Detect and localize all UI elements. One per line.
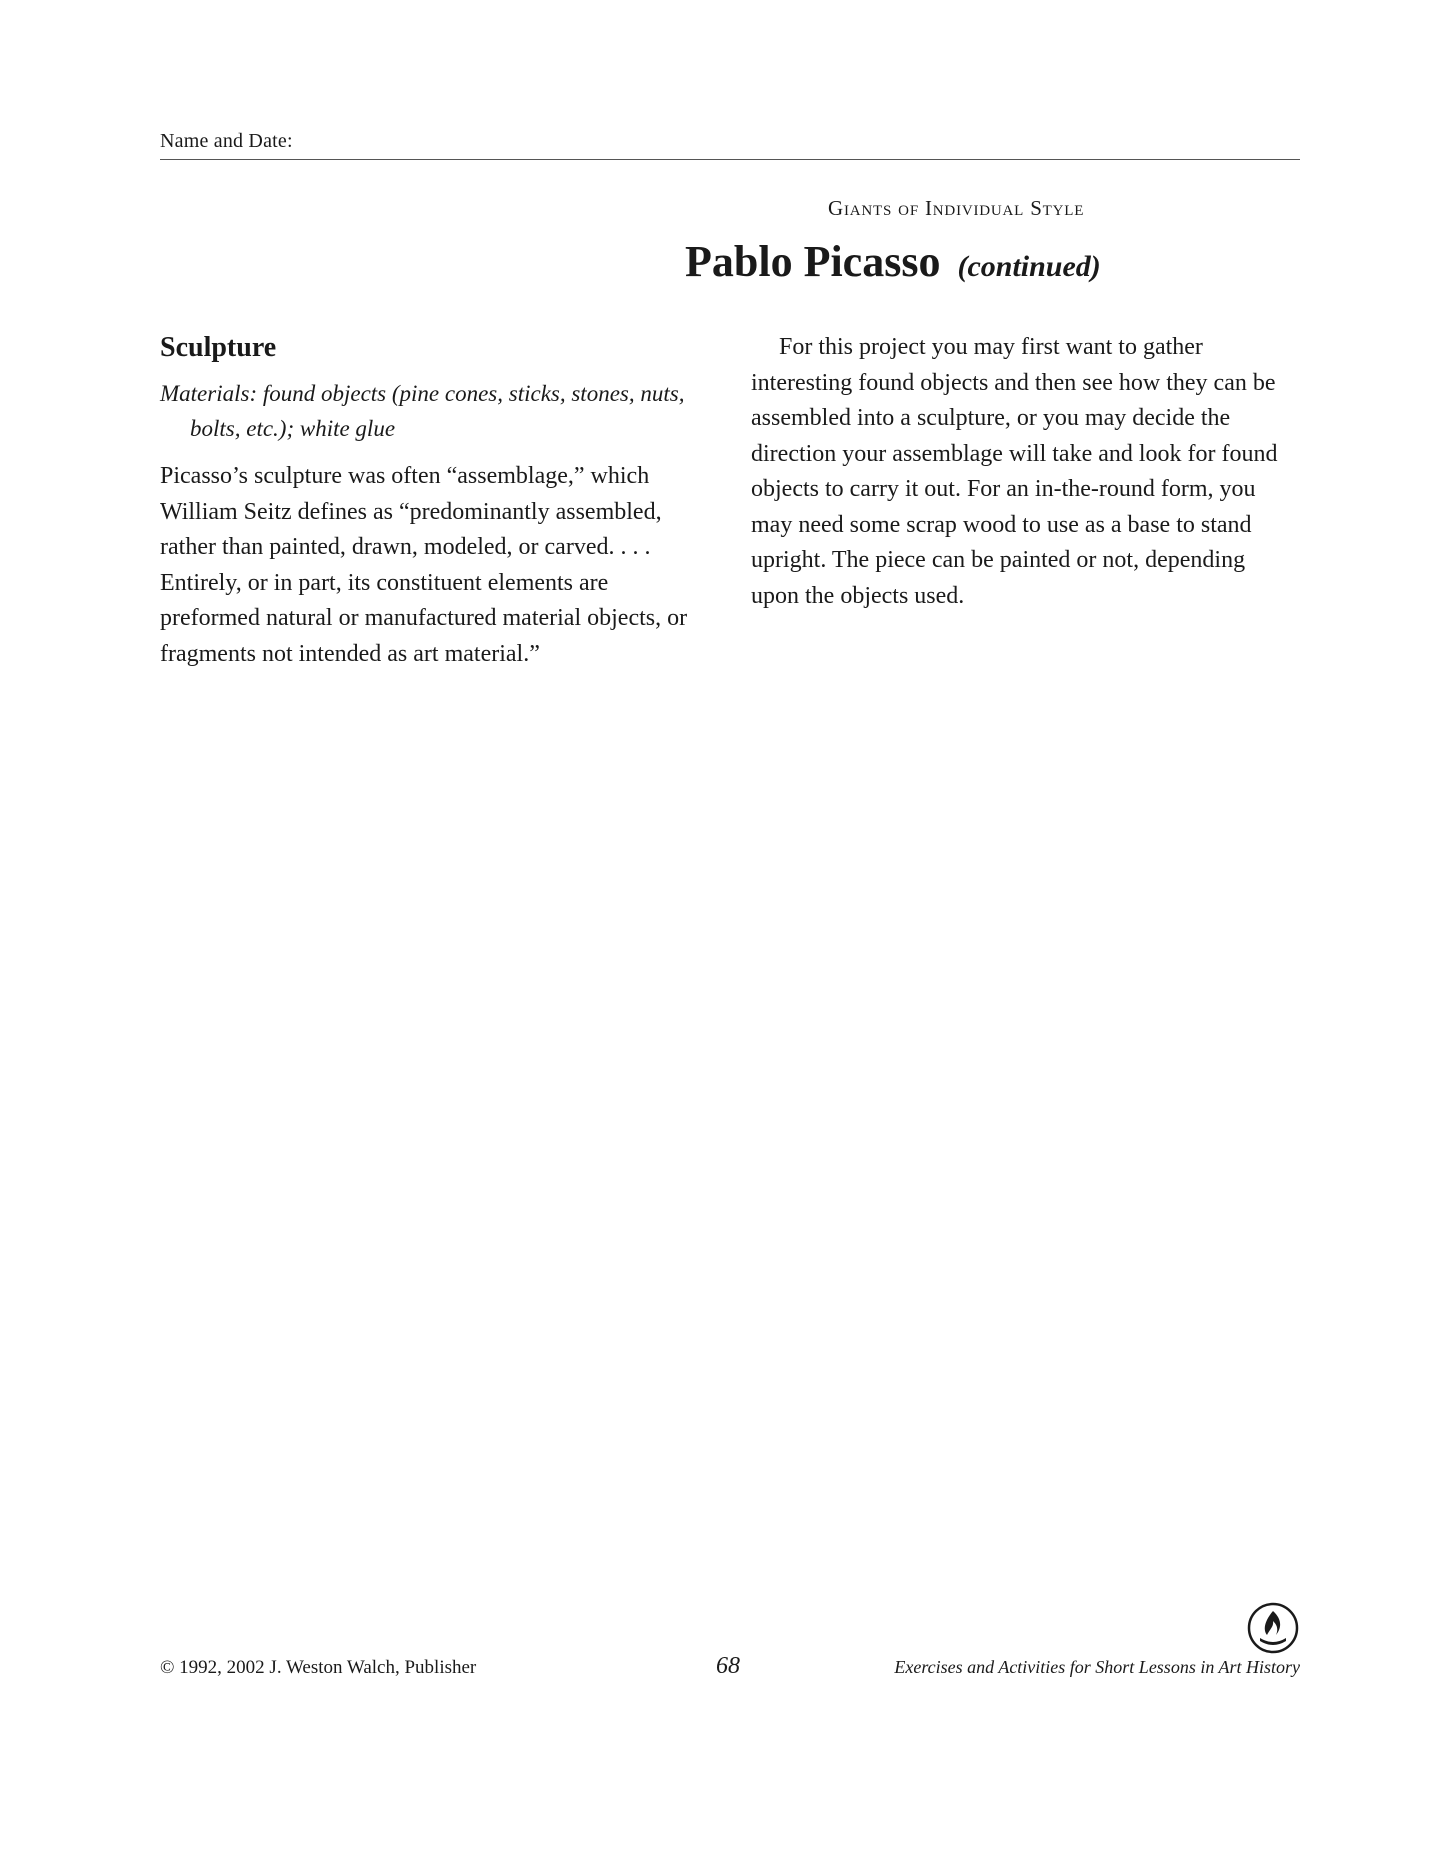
left-column: [160, 330, 710, 672]
page-number: 68: [716, 1653, 740, 1679]
flame-logo-icon: [1247, 1602, 1299, 1654]
assemblage-definition-paragraph: Picasso’s sculpture was often “assemblage,” which William Seitz defines as “predominantly assembled, rather than painted, drawn, modeled, or carved. . . . Entirely, or in part, its constituent elements are preformed natural or manufactured material objects, or fragments not intended as art material.”: [160, 463, 688, 667]
copyright-notice: © 1992, 2002 J. Weston Walch, Publisher: [160, 1657, 477, 1678]
book-title: Exercises and Activities for Short Lessons in Art History: [894, 1657, 1300, 1677]
title-suffix: (continued): [957, 250, 1101, 283]
section-heading-sculpture: Sculpture: [160, 332, 277, 363]
right-column: [751, 330, 1299, 614]
page-title: [685, 236, 1101, 287]
series-title: Giants of Individual Style: [828, 196, 1085, 220]
header-divider: [160, 159, 1300, 160]
project-instructions-paragraph: For this project you may first want to gather interesting found objects and then see how they can be assembled into a sculpture, or you may decide the direction your assemblage will take and look for found objects to carry it out. For an in-the-round form, you may need some scrap wood to use as a base to stand upright. The piece can be painted or not, depending upon the objects used.: [751, 334, 1278, 609]
materials-list: Materials: found objects (pine cones, sticks, stones, nuts, bolts, etc.); white glue: [160, 381, 685, 441]
name-and-date-label: Name and Date:: [160, 130, 293, 152]
title-main: Pablo Picasso: [685, 237, 941, 286]
